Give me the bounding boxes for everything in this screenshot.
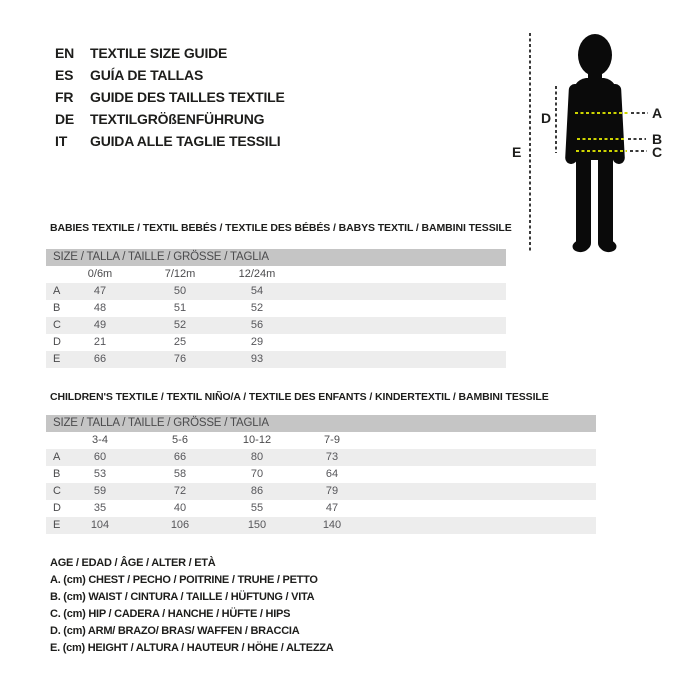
- lang-code-en: EN: [55, 45, 75, 61]
- lang-label-fr: GUIDE DES TAILLES TEXTILE: [90, 89, 285, 105]
- measure-label-b: B: [652, 131, 663, 147]
- waist-measure-line-b: [577, 138, 625, 140]
- children-row-d: D 35 40 55 47: [53, 502, 339, 514]
- children-row-c: C 59 72 86 79: [46, 483, 596, 500]
- lang-code-fr: FR: [55, 89, 74, 105]
- measure-label-e: E: [512, 144, 522, 160]
- babies-size-table: [46, 249, 506, 368]
- chest-measure-line-a: [575, 112, 628, 114]
- babies-section-title: BABIES TEXTILE / TEXTIL BEBÉS / TEXTILE DES BÉBÉS / BABYS TEXTIL / BAMBINI TESSILE: [50, 222, 512, 234]
- babies-row-a: A 47 50 54: [46, 283, 506, 300]
- measure-label-a: A: [652, 105, 663, 121]
- hip-measure-line-c: [576, 150, 627, 152]
- legend-age: AGE / EDAD / ÂGE / ALTER / ETÀ: [50, 557, 216, 569]
- children-row-a: A 60 66 80 73: [46, 449, 596, 466]
- legend-chest: A. (cm) CHEST / PECHO / POITRINE / TRUHE / PETTO: [50, 574, 318, 586]
- legend-hip: C. (cm) HIP / CADERA / HANCHE / HÜFTE / HIPS: [50, 608, 291, 620]
- hip-leader-line-c: [630, 150, 647, 152]
- children-size-table: [46, 415, 596, 534]
- children-size-header-band: SIZE / TALLA / TAILLE / GRÖSSE / TAGLIA: [46, 415, 596, 432]
- children-section-title: CHILDREN'S TEXTILE / TEXTIL NIÑO/A / TEXTILE DES ENFANTS / KINDERTEXTIL / BAMBINI TESSILE: [50, 391, 549, 403]
- measure-label-c: C: [652, 144, 663, 160]
- lang-code-de: DE: [55, 111, 75, 127]
- lang-label-it: GUIDA ALLE TAGLIE TESSILI: [90, 133, 281, 149]
- babies-col-7-12m: 7/12m: [164, 268, 196, 280]
- children-col-7-9: 7-9: [324, 434, 340, 446]
- lang-label-en: TEXTILE SIZE GUIDE: [90, 45, 228, 61]
- children-column-header-row: [46, 432, 596, 449]
- children-col-3-4: 3-4: [92, 434, 108, 446]
- babies-column-header-row: [46, 266, 506, 283]
- babies-size-header-band: SIZE / TALLA / TAILLE / GRÖSSE / TAGLIA: [46, 249, 506, 266]
- babies-col-0-6m: 0/6m: [87, 268, 113, 280]
- legend-height: E. (cm) HEIGHT / ALTURA / HAUTEUR / HÖHE / ALTEZZA: [50, 642, 334, 654]
- babies-row-e: E 66 76 93: [46, 351, 506, 368]
- babies-row-b: B 48 51 52: [53, 302, 264, 314]
- height-measure-line-e: [529, 33, 531, 253]
- babies-row-d: D 21 25 29: [53, 336, 264, 348]
- legend-arm: D. (cm) ARM/ BRAZO/ BRAS/ WAFFEN / BRACCIA: [50, 625, 300, 637]
- lang-code-es: ES: [55, 67, 74, 83]
- children-col-10-12: 10-12: [242, 434, 272, 446]
- arm-measure-line-d: [555, 86, 557, 153]
- children-row-b: B 53 58 70 64: [53, 468, 339, 480]
- children-row-e: E 104 106 150 140: [46, 517, 596, 534]
- measurement-figure: [0, 0, 700, 260]
- children-col-5-6: 5-6: [172, 434, 188, 446]
- lang-code-it: IT: [55, 133, 68, 149]
- legend-waist: B. (cm) WAIST / CINTURA / TAILLE / HÜFTUNG / VITA: [50, 591, 315, 603]
- lang-label-de: TEXTILGRÖßENFÜHRUNG: [90, 111, 265, 127]
- waist-leader-line-b: [628, 138, 646, 140]
- measurement-legend: [50, 555, 333, 657]
- measure-label-d: D: [541, 110, 552, 126]
- lang-label-es: GUÍA DE TALLAS: [90, 67, 204, 83]
- babies-row-c: C 49 52 56: [46, 317, 506, 334]
- babies-col-12-24m: 12/24m: [238, 268, 276, 280]
- chest-leader-line-a: [631, 112, 648, 114]
